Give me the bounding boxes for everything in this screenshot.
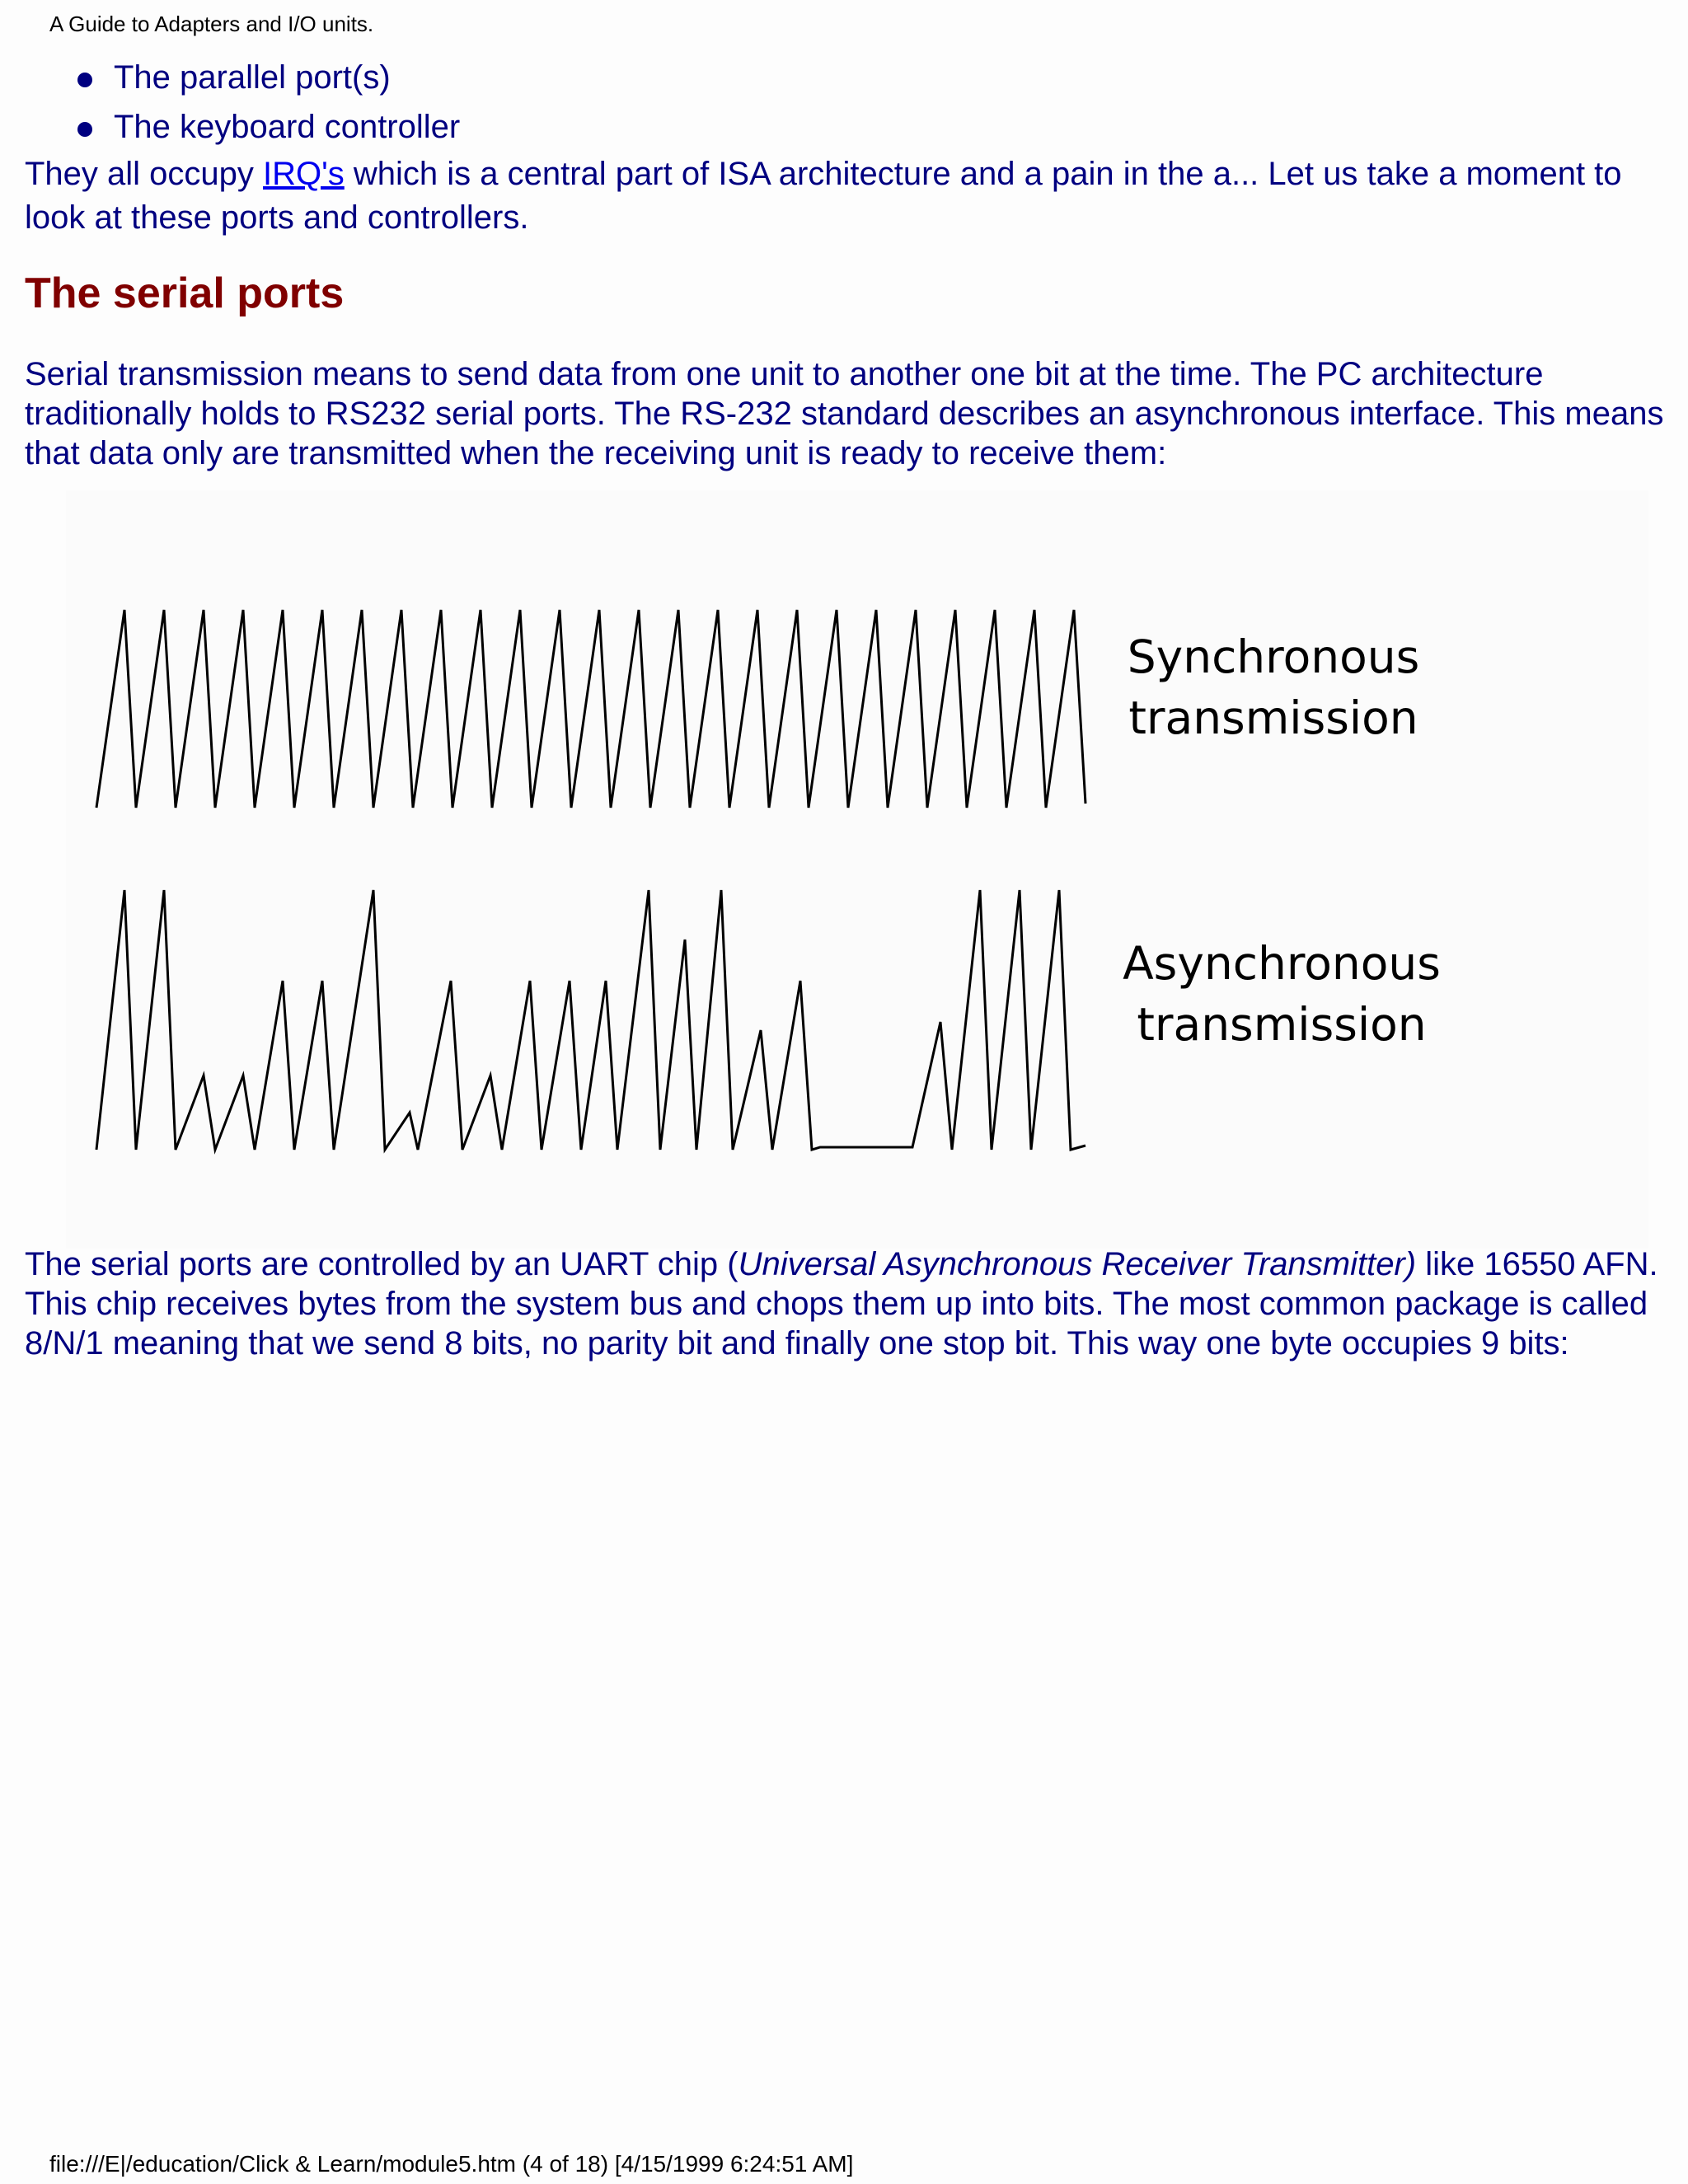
synchronous-label: [1109, 626, 1438, 748]
synchronous-label-line1: Synchronous: [1127, 630, 1420, 683]
uart-expansion: Universal Asynchronous Receiver Transmitter): [738, 1246, 1417, 1282]
irq-link[interactable]: IRQ's: [263, 156, 345, 192]
uart-text-start: The serial ports are controlled by an UART chip (: [25, 1246, 738, 1282]
transmission-figure: [66, 490, 1648, 1249]
list-item-keyboard-controller: [76, 102, 460, 152]
bullet-icon: [77, 122, 92, 137]
page-header-title: A Guide to Adapters and I/O units.: [49, 12, 374, 36]
synchronous-label-line2: transmission: [1128, 691, 1418, 744]
list-item-label: The keyboard controller: [114, 109, 461, 145]
section-heading: The serial ports: [25, 269, 345, 317]
intro-text-end: which is a central part of ISA architecture and a pain in the a... Let us take a moment to look at these ports and controllers.: [25, 156, 1622, 236]
asynchronous-label-line2: transmission: [1137, 998, 1427, 1051]
asynchronous-label-line1: Asynchronous: [1123, 937, 1441, 990]
list-item-parallel-ports: [76, 53, 460, 102]
list-item-label: The parallel port(s): [114, 59, 391, 96]
intro-paragraph: [25, 152, 1669, 240]
uart-text-end: like 16550 AFN. This chip receives bytes from the system bus and chops them up into bits. The most common package is called 8/N/1 meaning that we send 8 bits, no parity bit and finally one stop bit. This way one byte occupies 9 bits:: [25, 1246, 1658, 1361]
uart-paragraph: [25, 1244, 1669, 1363]
synchronous-waveform: [96, 610, 1085, 808]
asynchronous-label: [1109, 933, 1455, 1055]
serial-paragraph: Serial transmission means to send data from one unit to another one bit at the time. The PC architecture traditionally holds to RS232 serial ports. The RS-232 standard describes an asynchronous interface. This means that data only are transmitted when the receiving unit is ready to receive them:: [25, 356, 1664, 471]
intro-text-start: They all occupy: [25, 156, 264, 192]
port-list: [76, 53, 460, 152]
asynchronous-waveform: [96, 890, 1085, 1150]
page-footer-path: file:///E|/education/Click & Learn/module5.htm (4 of 18) [4/15/1999 6:24:51 AM]: [49, 2151, 854, 2177]
bullet-icon: [77, 73, 92, 87]
waveform-svg: [66, 490, 1648, 1249]
